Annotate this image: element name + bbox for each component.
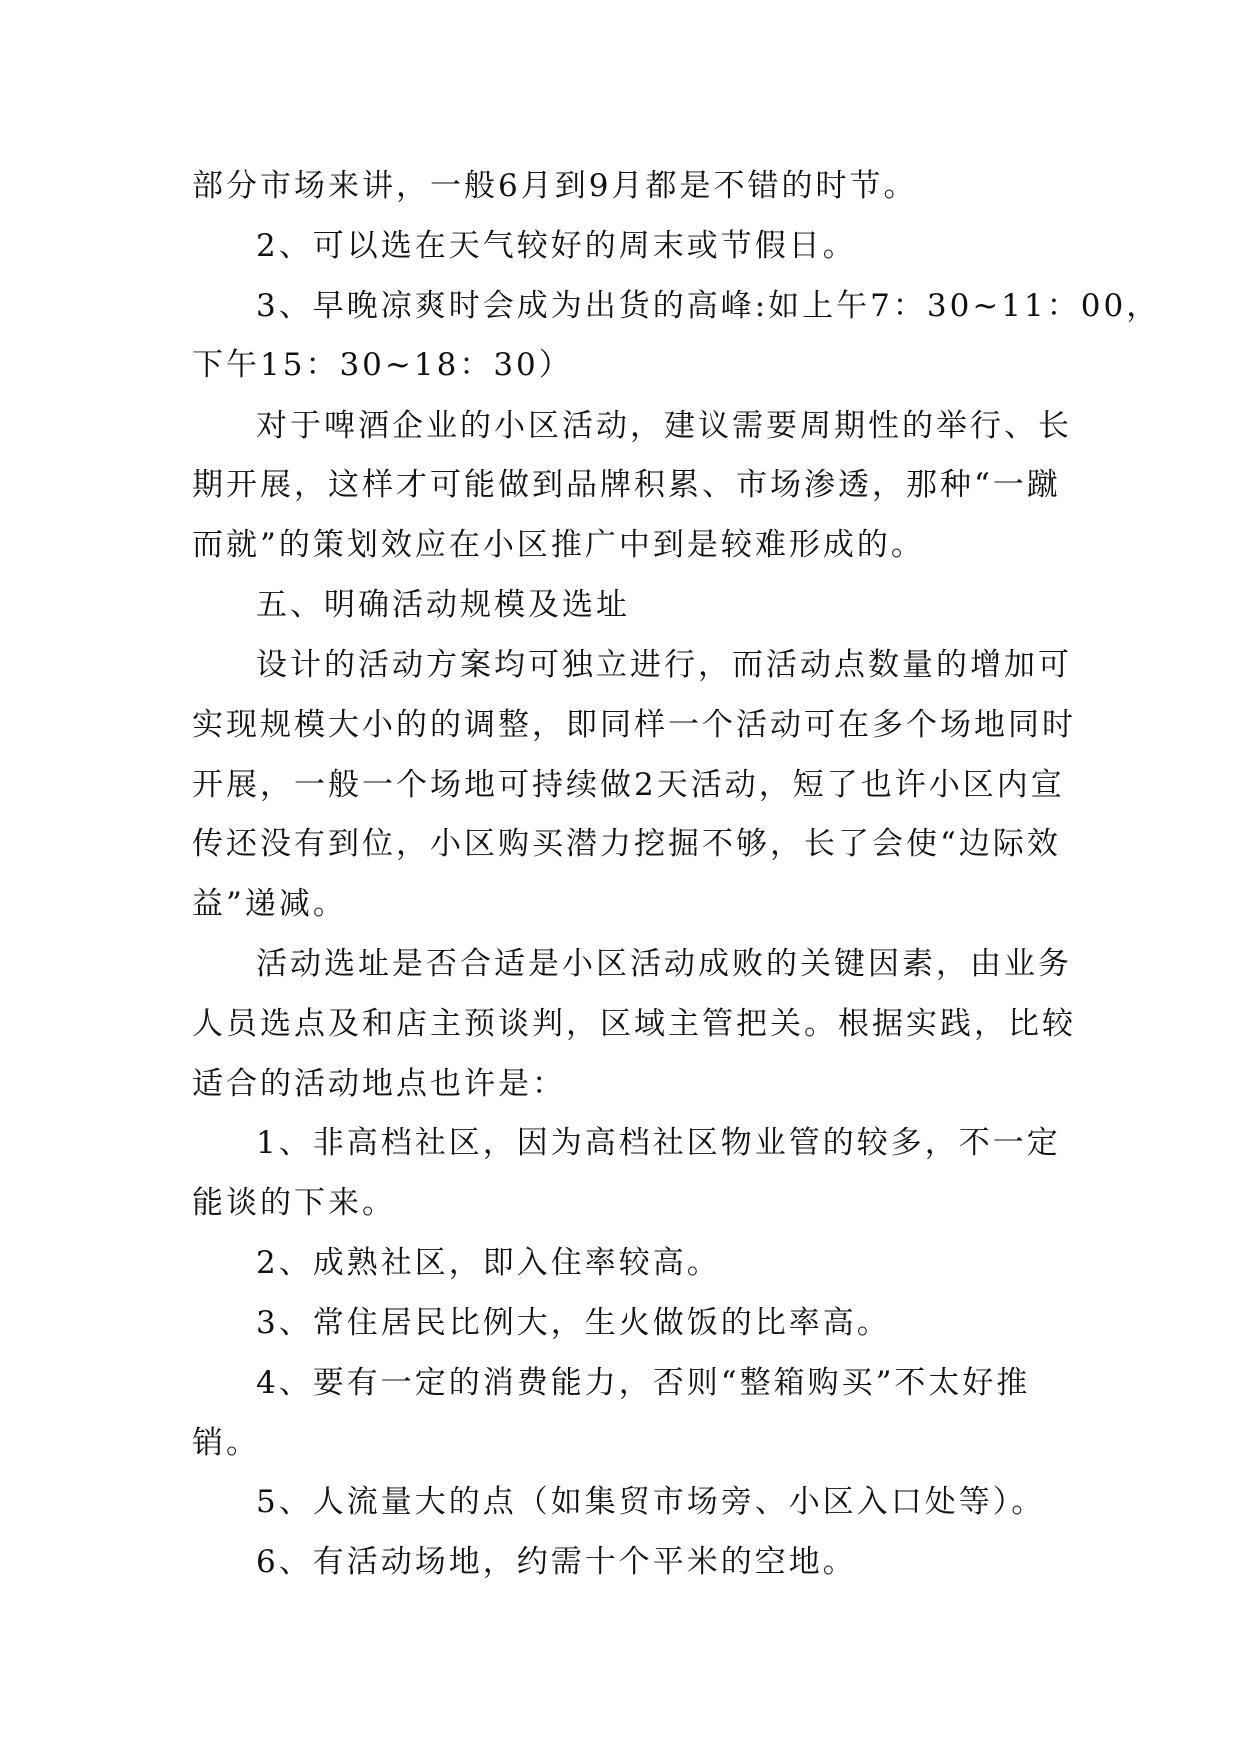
text-line: 传还没有到位，小区购买潜力挖掘不够，长了会使“边际效 (192, 826, 1061, 862)
text-line: 期开展，这样才可能做到品牌积累、市场渗透，那种“一蹴 (192, 467, 1061, 503)
text-line: 下午15：30~18：30） (192, 347, 573, 383)
list-item: 2、成熟社区，即入住率较高。 (256, 1245, 721, 1281)
text-line: 开展，一般一个场地可持续做2天活动，短了也许小区内宣 (192, 767, 1065, 803)
text-line: 益”递减。 (192, 886, 347, 922)
list-item: 4、要有一定的消费能力，否则“整箱购买”不太好推 (256, 1365, 1031, 1401)
text-line: 2、可以选在天气较好的周末或节假日。 (256, 228, 857, 264)
text-line: 对于啤酒企业的小区活动，建议需要周期性的举行、长 (256, 408, 1072, 444)
text-line: 实现规模大小的的调整，即同样一个活动可在多个场地同时 (192, 707, 1076, 743)
list-item: 3、常住居民比例大，生火做饭的比率高。 (256, 1305, 891, 1341)
text-line: 而就”的策划效应在小区推广中到是较难形成的。 (192, 527, 925, 563)
list-item: 1、非高档社区，因为高档社区物业管的较多，不一定 (256, 1125, 1061, 1161)
text-line: 活动选址是否合适是小区活动成败的关键因素，由业务 (256, 946, 1072, 982)
section-heading: 五、明确活动规模及选址 (256, 587, 630, 623)
text-line: 适合的活动地点也许是： (192, 1066, 566, 1102)
list-item: 6、有活动场地，约需十个平米的空地。 (256, 1544, 857, 1580)
list-item: 5、人流量大的点（如集贸市场旁、小区入口处等）。 (256, 1484, 1046, 1520)
text-line: 3、早晚凉爽时会成为出货的高峰:如上午7：30~11：00， (256, 288, 1161, 324)
text-line: 设计的活动方案均可独立进行，而活动点数量的增加可 (256, 647, 1072, 683)
text-line: 部分市场来讲，一般6月到9月都是不错的时节。 (192, 168, 918, 204)
text-line: 能谈的下来。 (192, 1185, 396, 1221)
text-line: 人员选点及和店主预谈判，区域主管把关。根据实践，比较 (192, 1006, 1076, 1042)
text-line: 销。 (192, 1425, 260, 1461)
